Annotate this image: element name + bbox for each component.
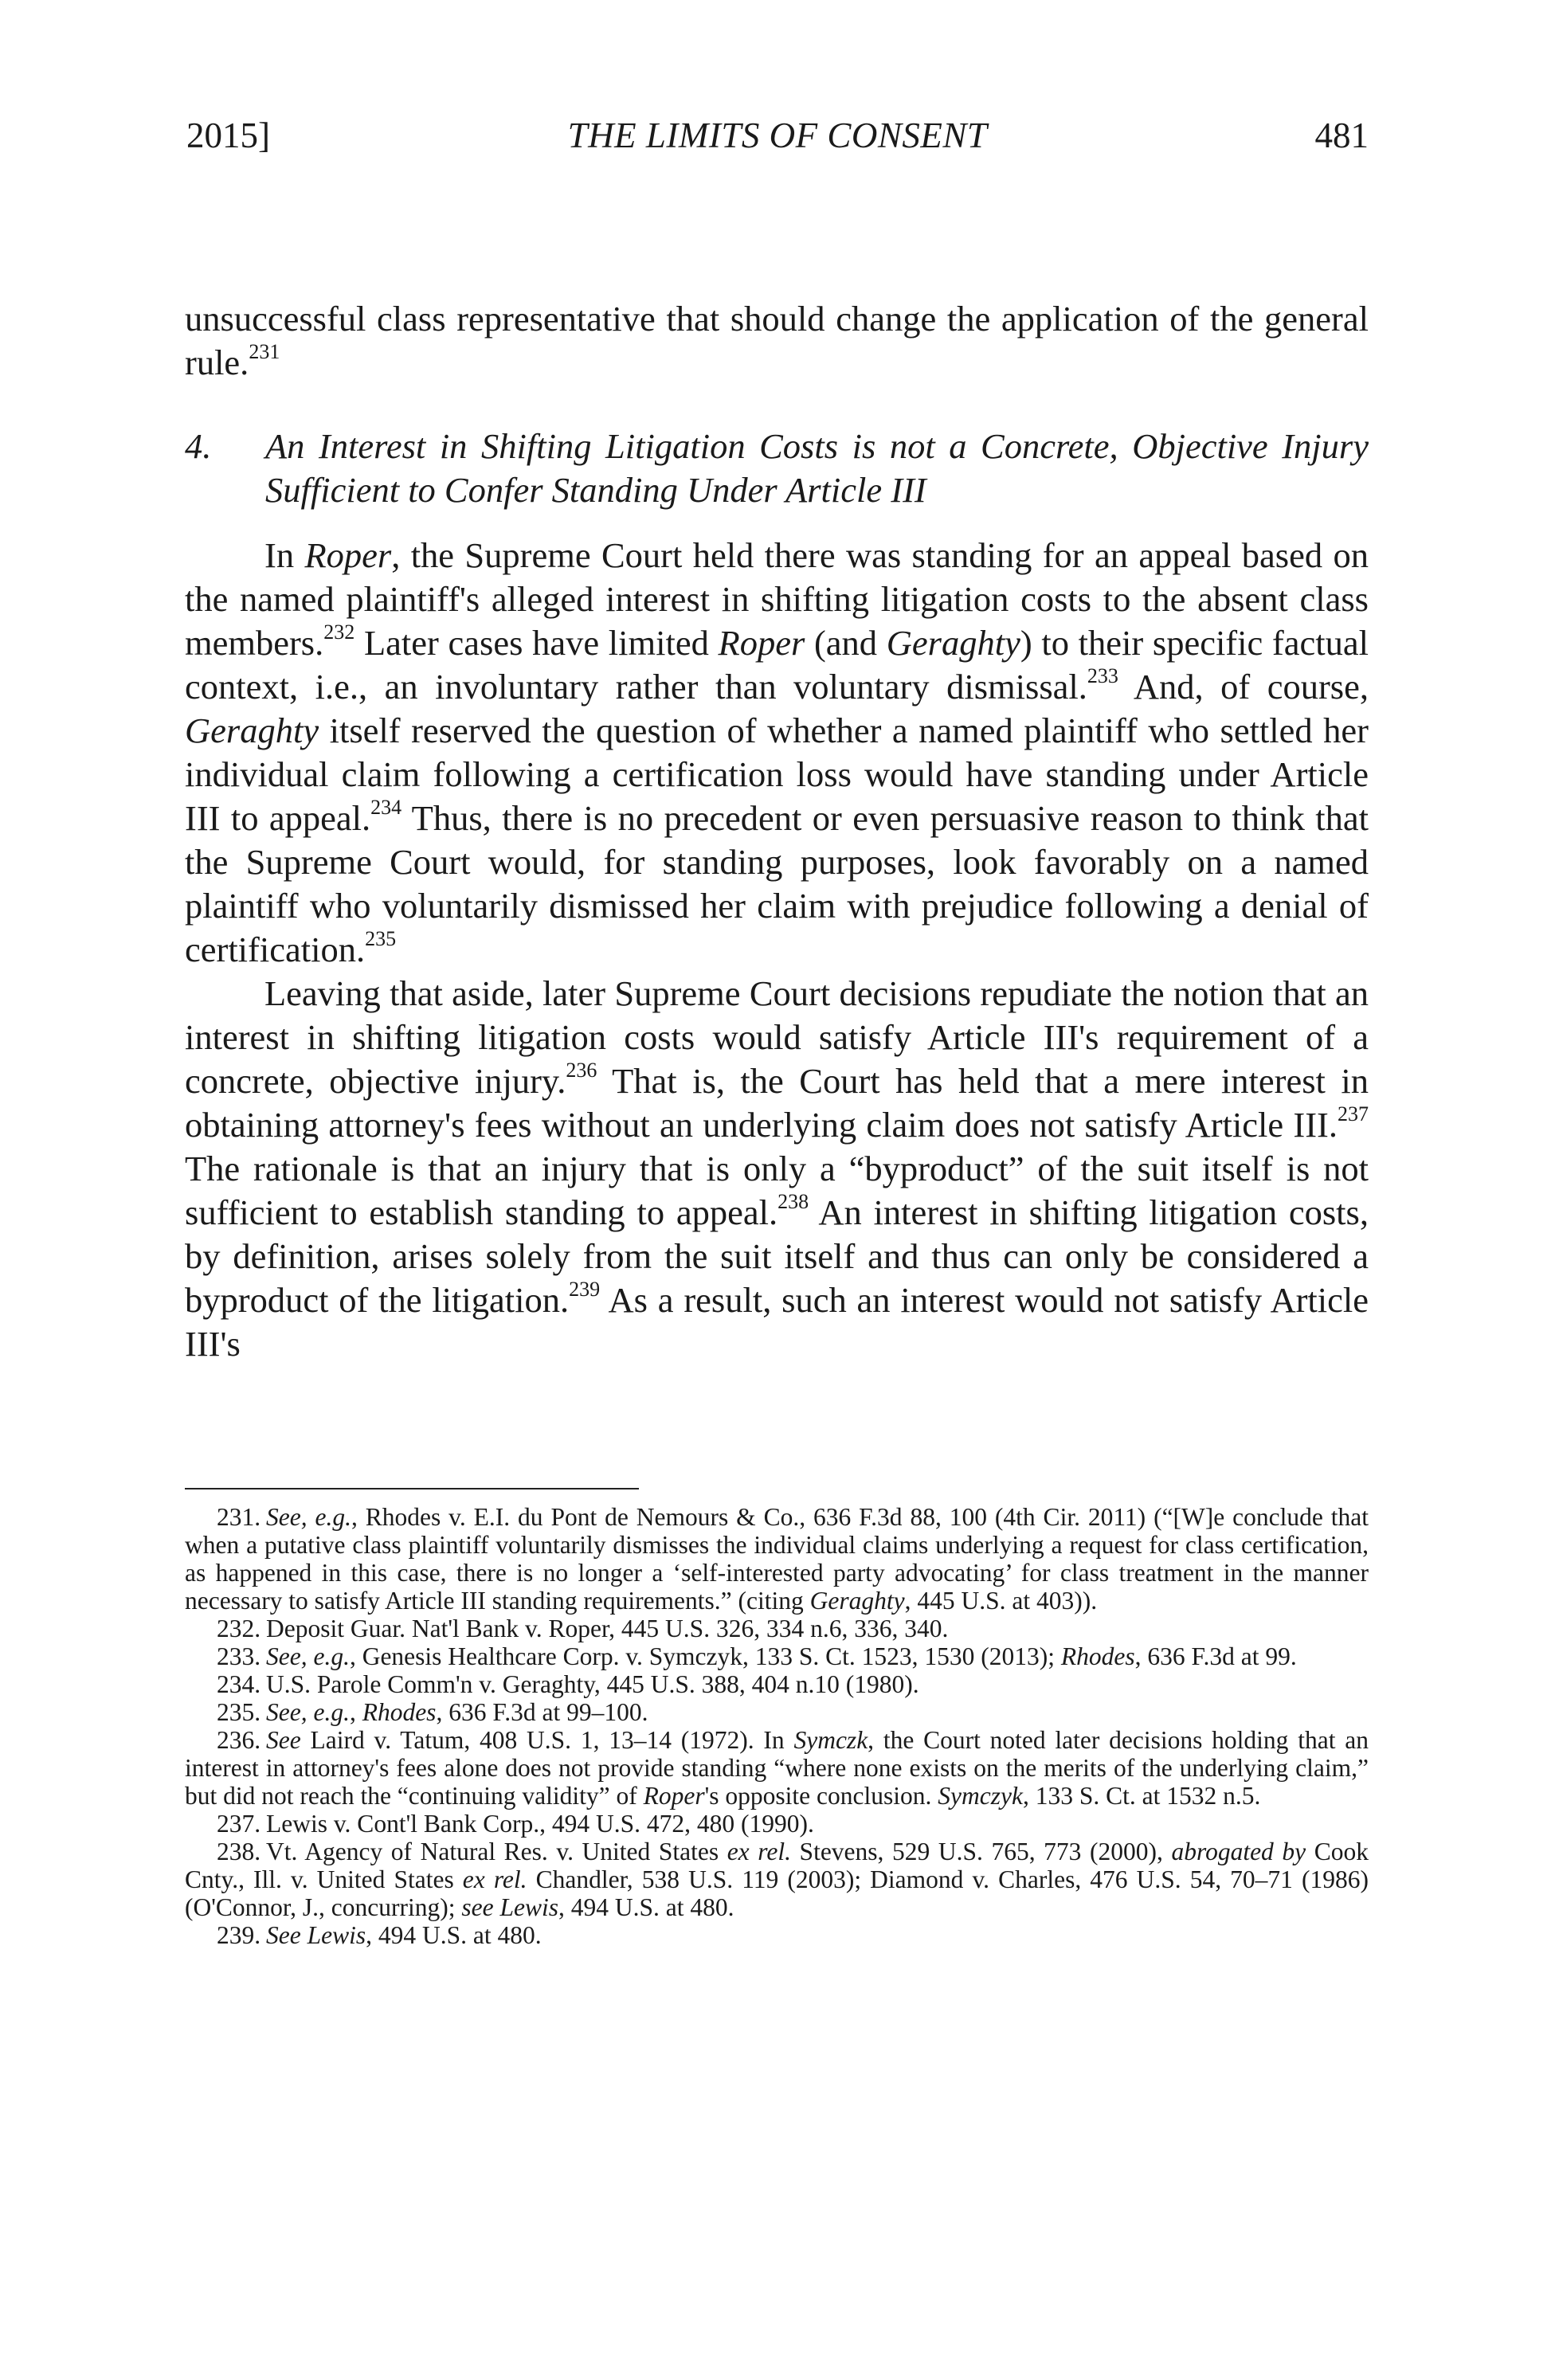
page-number: 481: [1314, 115, 1369, 155]
footnote-233: 233. See, e.g., Genesis Healthcare Corp. v. Symczyk, 133 S. Ct. 1523, 1530 (2013); Rhodes, 636 F.3d at 99.: [217, 1642, 1297, 1670]
paragraph-1: In Roper, the Supreme Court held there was standing for an appeal based on the named plaintiff's alleged interest in shifting litigation costs to the absent class members.$^{232}$ Later cases have limited Roper (and Geraghty) to their specific factual context, i.e., an involuntary rather than voluntary dismissal.$^{233}$ And, of course, Geraghty itself reserved the question of whether a named plaintiff who settled her individual claim following a certification loss would have standing under Article III to appeal.$^{234}$ Thus, there is no precedent or even persuasive reason to think that the Supreme Court would, for standing purposes, look favorably on a named plaintiff who voluntarily dismissed her claim with prejudice following a denial of certification.$^{235}$: [185, 535, 1369, 969]
section-heading: [185, 425, 1369, 512]
section-number: 4.: [185, 426, 212, 466]
footnote-ref-236: 236: [566, 1059, 597, 1082]
footnote-ref-233: 233: [1087, 664, 1118, 687]
footnote-231: 231. See, e.g., Rhodes v. E.I. du Pont de Nemours & Co., 636 F.3d 88, 100 (4th Cir. 2011) (“[W]e conclude that when a putative class plaintiff voluntarily dismisses the individual claims underlying a request for class certification, as happened in this case, there is no longer a ‘self-interested party advocating’ for class treatment in the manner necessary to satisfy Article III standing requirements.” (citing Geraghty, 445 U.S. at 403)).: [185, 1503, 1369, 1615]
header-year: 2015]: [186, 115, 270, 155]
footnote-237: 237. Lewis v. Cont'l Bank Corp., 494 U.S. 472, 480 (1990).: [217, 1810, 814, 1838]
footnote-ref-232: 232: [323, 620, 355, 644]
footnote-234: 234. U.S. Parole Comm'n v. Geraghty, 445 U.S. 388, 404 n.10 (1980).: [217, 1670, 919, 1698]
footnote-ref-235: 235: [365, 927, 397, 950]
footnote-ref-239: 239: [569, 1278, 601, 1301]
footnotes: [185, 1503, 1369, 1949]
footnote-ref-231: 231: [249, 340, 280, 363]
continuation-paragraph: unsuccessful class representative that should change the application of the general rule.$^{231}$: [185, 299, 1369, 382]
footnote-ref-237: 237: [1338, 1102, 1369, 1125]
footnote-ref-234: 234: [370, 796, 402, 819]
running-head: [186, 112, 1369, 159]
footnote-239: 239. See Lewis, 494 U.S. at 480.: [217, 1921, 542, 1949]
footnote-ref-238: 238: [778, 1190, 809, 1213]
main-text: [185, 534, 1369, 1366]
footnote-divider: [185, 1488, 639, 1489]
footnote-236: 236. See Laird v. Tatum, 408 U.S. 1, 13–14 (1972). In Symczk, the Court noted later decisions holding that an interest in attorney's fees alone does not provide standing “where none exists on the merits of the underlying claim,” but did not reach the “continuing validity” of Roper's opposite conclusion. Symczyk, 133 S. Ct. at 1532 n.5.: [185, 1726, 1369, 1810]
header-title: THE LIMITS OF CONSENT: [567, 115, 988, 155]
footnote-232: 232. Deposit Guar. Nat'l Bank v. Roper, 445 U.S. 326, 334 n.6, 336, 340.: [217, 1615, 949, 1642]
section-title: An Interest in Shifting Litigation Costs is not a Concrete, Objective Injury Sufficient to Confer Standing Under Article III: [265, 426, 1369, 510]
paragraph-2: Leaving that aside, later Supreme Court decisions repudiate the notion that an interest in shifting litigation costs would satisfy Article III's requirement of a concrete, objective injury.$^{236}$ That is, the Court has held that a mere interest in obtaining attorney's fees without an underlying claim does not satisfy Article III.$^{237}$ The rationale is that an injury that is only a “byproduct” of the suit itself is not sufficient to establish standing to appeal.$^{238}$ An interest in shifting litigation costs, by definition, arises solely from the suit itself and thus can only be considered a byproduct of the litigation.$^{239}$ As a result, such an interest would not satisfy Article III's: [185, 973, 1369, 1364]
footnote-235: 235. See, e.g., Rhodes, 636 F.3d at 99–100.: [217, 1698, 648, 1726]
footnote-238: 238. Vt. Agency of Natural Res. v. United States ex rel. Stevens, 529 U.S. 765, 773 (2000), abrogated by Cook Cnty., Ill. v. United States ex rel. Chandler, 538 U.S. 119 (2003); Diamond v. Charles, 476 U.S. 54, 70–71 (1986) (O'Connor, J., concurring); see Lewis, 494 U.S. at 480.: [185, 1838, 1369, 1921]
